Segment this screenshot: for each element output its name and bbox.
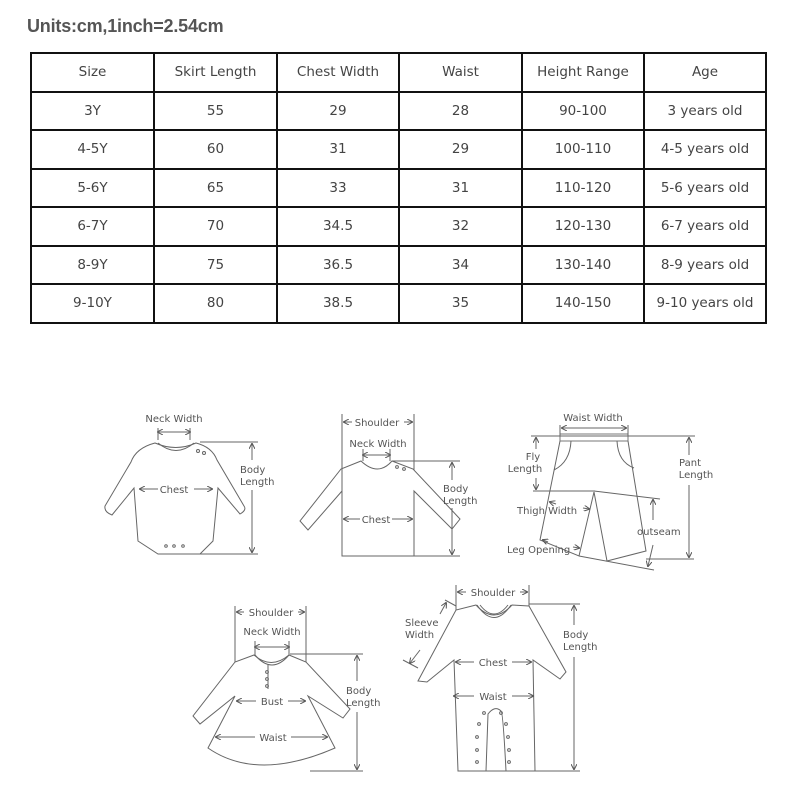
bodysuit-chest-label: Chest [159,485,189,496]
cell-skirt-length: 70 [154,207,277,246]
romper-sleeve-label: Sleeve [405,618,439,629]
cell-age: 3 years old [644,92,766,131]
header-chest-width: Chest Width [277,53,399,92]
cell-skirt-length: 60 [154,130,277,169]
cell-size: 9-10Y [31,284,154,323]
dress-bust-label: Bust [260,697,284,708]
cell-size: 3Y [31,92,154,131]
cell-chest-width: 33 [277,169,399,208]
pants-pant-label: Pant [679,458,701,469]
sweater-shoulder-label: Shoulder [354,418,400,429]
cell-height-range: 90-100 [522,92,644,131]
dress-shoulder-label: Shoulder [248,608,294,619]
header-waist: Waist [399,53,522,92]
cell-skirt-length: 75 [154,246,277,285]
bodysuit-neck-width-label: Neck Width [145,414,203,425]
cell-age: 9-10 years old [644,284,766,323]
romper-chest-label: Chest [478,658,508,669]
pants-leg-opening-label: Leg Opening [507,545,571,556]
cell-size: 4-5Y [31,130,154,169]
pants-waist-width-label: Waist Width [563,413,623,424]
header-age: Age [644,53,766,92]
cell-skirt-length: 80 [154,284,277,323]
sweater-chest-label: Chest [361,515,391,526]
bodysuit-length-label: Length [240,477,275,488]
cell-age: 4-5 years old [644,130,766,169]
cell-height-range: 140-150 [522,284,644,323]
cell-skirt-length: 55 [154,92,277,131]
cell-waist: 35 [399,284,522,323]
dress-length-label: Length [346,698,381,709]
cell-waist: 32 [399,207,522,246]
cell-height-range: 100-110 [522,130,644,169]
cell-waist: 28 [399,92,522,131]
dress-body-label: Body [346,686,372,697]
header-height-range: Height Range [522,53,644,92]
romper-sleeve-width-label: Width [405,630,435,641]
cell-waist: 31 [399,169,522,208]
cell-chest-width: 34.5 [277,207,399,246]
cell-chest-width: 36.5 [277,246,399,285]
cell-height-range: 110-120 [522,169,644,208]
cell-skirt-length: 65 [154,169,277,208]
cell-chest-width: 31 [277,130,399,169]
romper-waist-label: Waist [479,692,507,703]
romper-diagram [403,585,580,771]
cell-age: 6-7 years old [644,207,766,246]
sweater-length-label: Length [443,496,478,507]
cell-size: 8-9Y [31,246,154,285]
cell-waist: 34 [399,246,522,285]
bodysuit-body-label: Body [240,465,266,476]
cell-age: 5-6 years old [644,169,766,208]
sweater-neck-width-label: Neck Width [349,439,407,450]
pants-thigh-width-label: Thigh Width [517,506,578,517]
cell-chest-width: 38.5 [277,284,399,323]
pants-fly-length-label: Length [507,464,543,475]
cell-size: 6-7Y [31,207,154,246]
pants-fly-label: Fly [525,452,541,463]
sweater-body-label: Body [443,484,469,495]
cell-age: 8-9 years old [644,246,766,285]
romper-shoulder-label: Shoulder [470,588,516,599]
pants-outseam-label: outseam [637,527,681,538]
sweater-diagram [300,414,460,556]
romper-body-label: Body [563,630,589,641]
header-skirt-length: Skirt Length [154,53,277,92]
cell-height-range: 130-140 [522,246,644,285]
dress-waist-label: Waist [259,733,287,744]
dress-neck-width-label: Neck Width [243,627,301,638]
units-note: Units:cm,1inch=2.54cm [27,16,224,36]
cell-waist: 29 [399,130,522,169]
cell-chest-width: 29 [277,92,399,131]
romper-length-label: Length [563,642,598,653]
header-size: Size [31,53,154,92]
cell-size: 5-6Y [31,169,154,208]
pants-pant-length-label: Length [678,470,714,481]
cell-height-range: 120-130 [522,207,644,246]
